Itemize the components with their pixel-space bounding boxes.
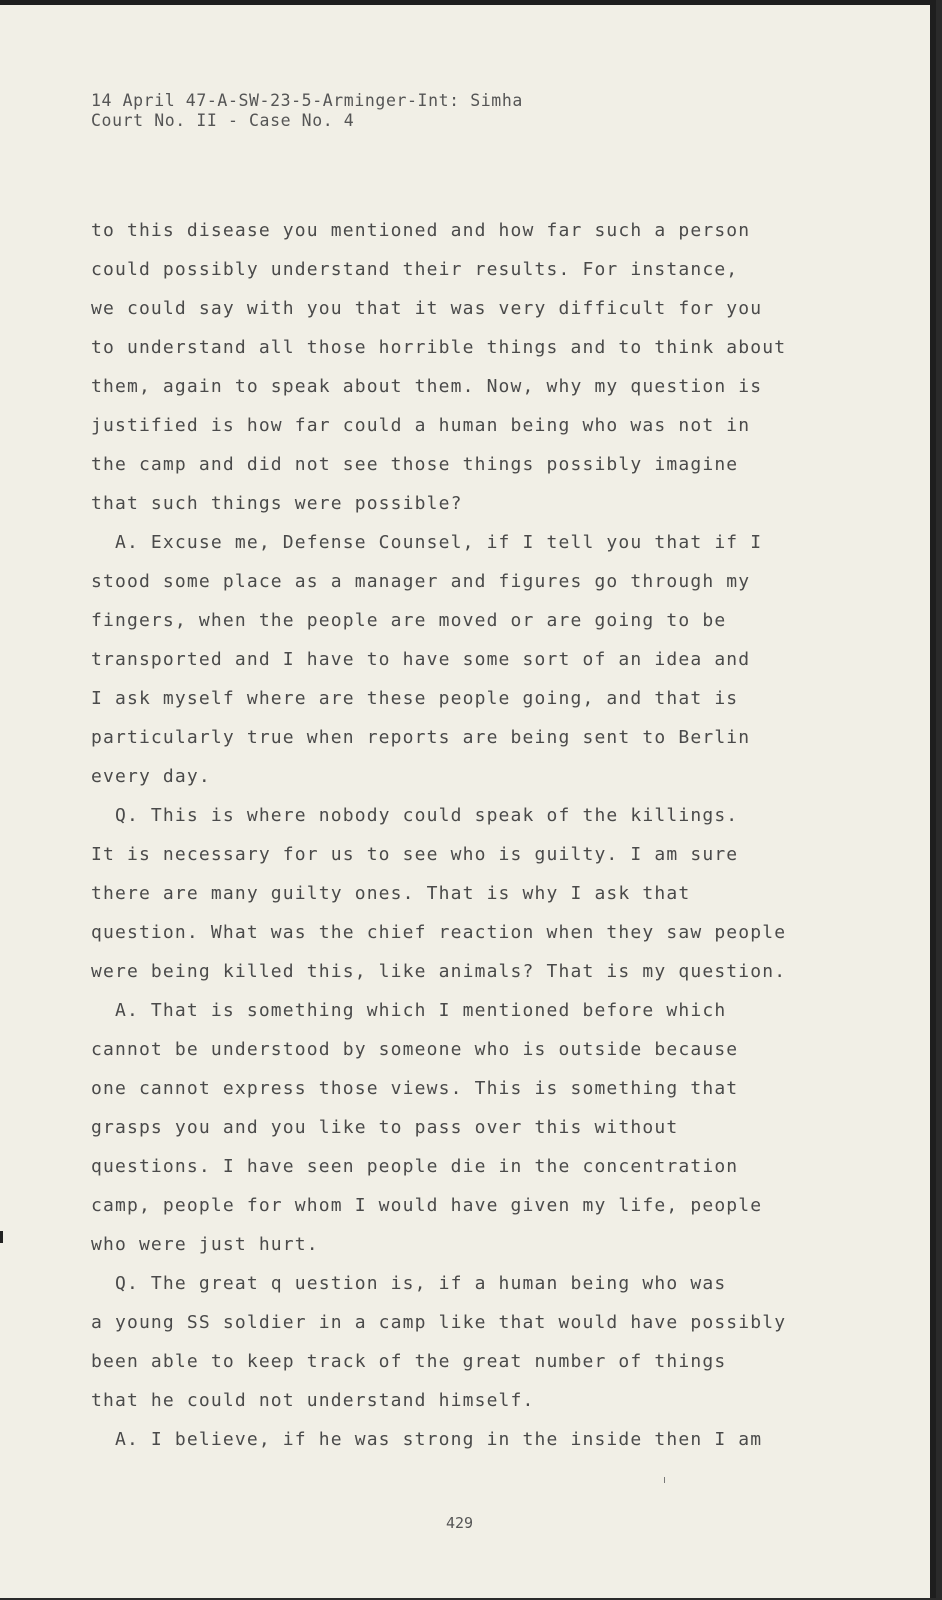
header-line-1: 14 April 47-A-SW-23-5-Arminger-Int: Simha xyxy=(91,91,523,110)
page-number: 429 xyxy=(446,1514,474,1532)
transcript-line: were being killed this, like animals? That is my question. xyxy=(91,961,787,982)
transcript-line: question. What was the chief reaction when they saw people xyxy=(91,922,787,943)
transcript-line: It is necessary for us to see who is guilty. I am sure xyxy=(91,844,739,865)
transcript-line: been able to keep track of the great number of things xyxy=(91,1351,727,1372)
transcript-line: fingers, when the people are moved or are going to be xyxy=(91,610,727,631)
pencil-tick xyxy=(664,1477,665,1483)
transcript-line: Q. This is where nobody could speak of the killings. xyxy=(91,805,739,826)
transcript-body xyxy=(91,211,891,1459)
document-header xyxy=(91,91,523,131)
transcript-line: A. I believe, if he was strong in the inside then I am xyxy=(91,1429,763,1450)
transcript-line: them, again to speak about them. Now, why my question is xyxy=(91,376,763,397)
transcript-line: that he could not understand himself. xyxy=(91,1390,535,1411)
transcript-line: could possibly understand their results. For instance, xyxy=(91,259,739,280)
transcript-line: particularly true when reports are being sent to Berlin xyxy=(91,727,751,748)
transcript-line: there are many guilty ones. That is why I ask that xyxy=(91,883,691,904)
header-line-2: Court No. II - Case No. 4 xyxy=(91,111,355,130)
transcript-line: that such things were possible? xyxy=(91,493,463,514)
transcript-line: to this disease you mentioned and how far such a person xyxy=(91,220,751,241)
transcript-line: A. That is something which I mentioned before which xyxy=(91,1000,727,1021)
transcript-line: transported and I have to have some sort of an idea and xyxy=(91,649,751,670)
transcript-line: justified is how far could a human being who was not in xyxy=(91,415,751,436)
transcript-line: the camp and did not see those things possibly imagine xyxy=(91,454,739,475)
transcript-line: a young SS soldier in a camp like that would have possibly xyxy=(91,1312,787,1333)
transcript-line: camp, people for whom I would have given my life, people xyxy=(91,1195,763,1216)
transcript-line: cannot be understood by someone who is outside because xyxy=(91,1039,739,1060)
transcript-line: one cannot express those views. This is something that xyxy=(91,1078,739,1099)
transcript-line: every day. xyxy=(91,766,211,787)
transcript-line: I ask myself where are these people going, and that is xyxy=(91,688,739,709)
binding-mark xyxy=(0,1231,3,1243)
transcript-line: A. Excuse me, Defense Counsel, if I tell you that if I xyxy=(91,532,763,553)
transcript-line: we could say with you that it was very difficult for you xyxy=(91,298,763,319)
transcript-line: stood some place as a manager and figures go through my xyxy=(91,571,751,592)
transcript-line: who were just hurt. xyxy=(91,1234,319,1255)
transcript-line: grasps you and you like to pass over this without xyxy=(91,1117,679,1138)
transcript-line: Q. The great q uestion is, if a human being who was xyxy=(91,1273,727,1294)
transcript-line: questions. I have seen people die in the concentration xyxy=(91,1156,739,1177)
transcript-line: to understand all those horrible things and to think about xyxy=(91,337,787,358)
